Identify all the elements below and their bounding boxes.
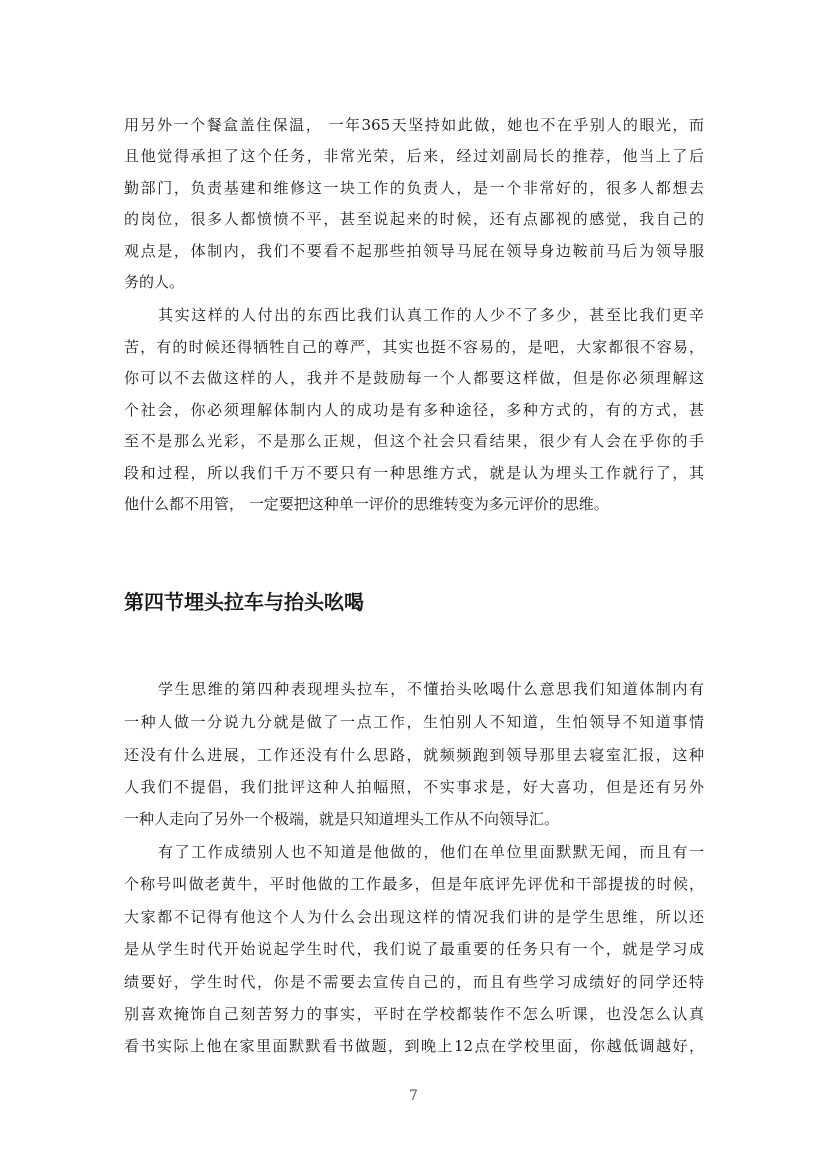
paragraph-line: 你可以不去做这样的人，我并不是鼓励每一个人都要这样做，但是你必须理解这 [124,369,704,387]
paragraph-line: 段和过程，所以我们千万不要只有一种思维方式，就是认为埋头工作就行了，其 [124,464,704,482]
paragraph-line: 的岗位，很多人都愤愤不平，甚至说起来的时候，还有点鄙视的感觉，我自己的 [124,210,704,228]
paragraph-line: 还没有什么进展，工作还没有什么思路，就频频跑到领导那里去寝室汇报，这种 [124,746,704,764]
page-number: 7 [409,1088,418,1104]
paragraph-line: 一种人走向了另外一个极端，就是只知道埋头工作从不向领导汇。 [124,810,560,828]
paragraph-line: 至不是那么光彩，不是那么正规，但这个社会只看结果，很少有人会在乎你的手 [124,432,704,450]
paragraph-line: 学生思维的第四种表现埋头拉车，不懂抬头吆喝什么意思我们知道体制内有 [158,680,704,698]
paragraph-line: 他什么都不用管， 一定要把这种单一评价的思维转变为多元评价的思维。 [124,495,609,513]
paragraph-line: 人我们不提倡，我们批评这种人拍幅照，不实事求是，好大喜功，但是还有另外 [124,778,704,796]
paragraph-line: 观点是，体制内，我们不要看不起那些拍领导马屁在领导身边鞍前马后为领导服 [124,242,704,260]
paragraph-line: 用另外一个餐盒盖住保温， 一年365天坚持如此做，她也不在乎别人的眼光，而 [124,116,704,134]
paragraph-line: 是从学生时代开始说起学生时代，我们说了最重要的任务只有一个，就是学习成 [124,940,704,958]
paragraph-line: 个称号叫做老黄牛，平时他做的工作最多，但是年底评先评优和干部提拔的时候， [124,875,704,893]
section-heading: 第四节埋头拉车与抬头吆喝 [124,590,364,614]
paragraph-line: 勤部门，负责基建和维修这一块工作的负责人，是一个非常好的，很多人都想去 [124,179,704,197]
paragraph-line: 且他觉得承担了这个任务，非常光荣，后来，经过刘副局长的推荐，他当上了后 [124,147,704,165]
paragraph-line: 看书实际上他在家里面默默看书做题，到晚上12点在学校里面，你越低调越好， [124,1037,704,1055]
paragraph-line: 绩要好，学生时代，你是不需要去宣传自己的，而且有些学习成绩好的同学还特 [124,973,704,991]
paragraph-line: 有了工作成绩别人也不知道是他做的，他们在单位里面默默无闻，而且有一 [158,843,704,861]
paragraph-line: 其实这样的人付出的东西比我们认真工作的人少不了多少，甚至比我们更辛 [158,306,704,324]
paragraph-line: 别喜欢掩饰自己刻苦努力的事实，平时在学校都装作不怎么听课，也没怎么认真 [124,1005,704,1023]
paragraph-line: 一种人做一分说九分就是做了一点工作，生怕别人不知道，生怕领导不知道事情 [124,713,704,731]
paragraph-line: 大家都不记得有他这个人为什么会出现这样的情况我们讲的是学生思维，所以还 [124,908,704,926]
paragraph-line: 苦，有的时候还得牺牲自己的尊严，其实也挺不容易的，是吧，大家都很不容易， [124,338,704,356]
paragraph-line: 务的人。 [124,273,185,291]
paragraph-line: 个社会，你必须理解体制内人的成功是有多种途径，多种方式的，有的方式，甚 [124,401,704,419]
